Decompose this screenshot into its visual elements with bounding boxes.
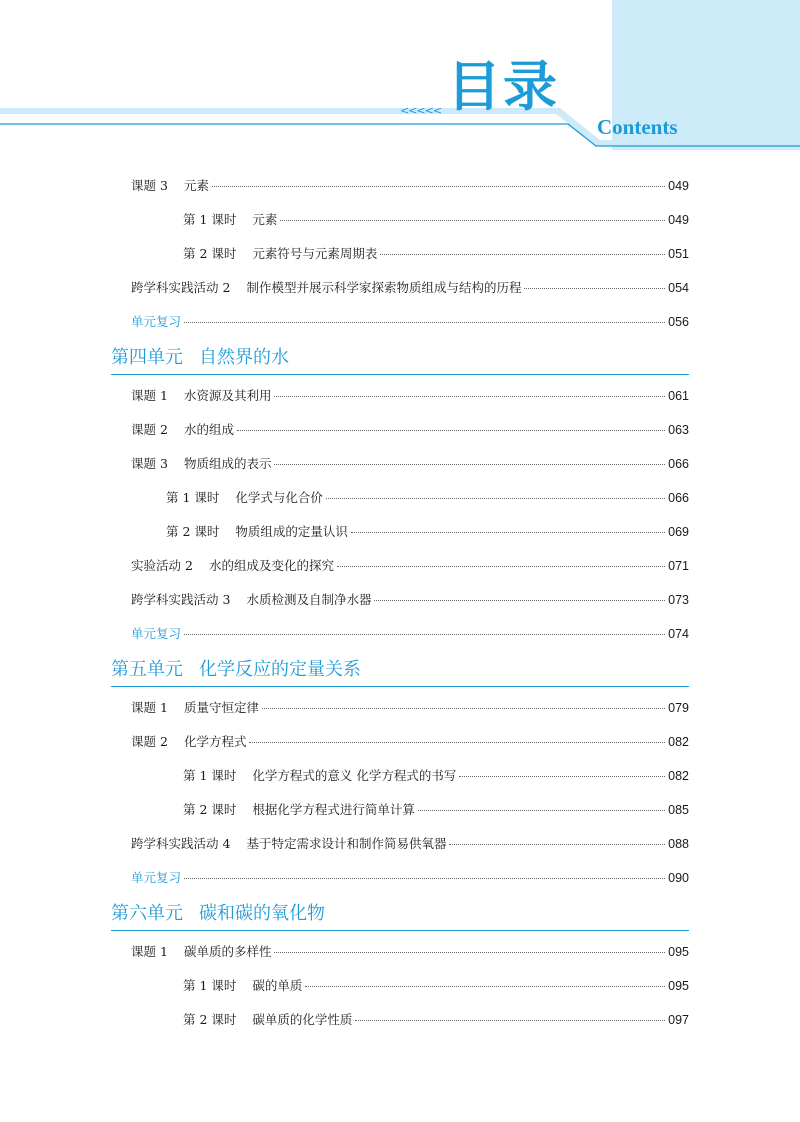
dot-leader [249,742,665,743]
page-number: 079 [668,701,689,715]
page-number: 073 [668,593,689,607]
toc-entry[interactable] [131,835,689,853]
entry-title: 化学方程式 [183,734,247,749]
toc-entry[interactable] [131,557,689,575]
toc-subentry[interactable] [183,245,689,263]
unit-heading[interactable] [111,346,689,370]
toc-unit-review[interactable] [131,313,689,331]
unit-number: 第五单元 [111,659,183,680]
header-background [0,0,800,160]
dot-leader [355,1020,665,1021]
entry-title: 制作模型并展示科学家探索物质组成与结构的历程 [246,280,522,295]
entry-title: 根据化学方程式进行简单计算 [252,802,415,817]
page-number: 097 [668,1013,689,1027]
dot-leader [351,532,665,533]
entry-label: 跨学科实践活动 3 [131,592,231,607]
page-number: 049 [668,179,689,193]
entry-label: 课题 1 [131,388,168,403]
entry-title: 物质组成的表示 [183,456,272,471]
entry-title: 单元复习 [131,626,182,641]
entry-title: 碳单质的化学性质 [252,1012,353,1027]
dot-leader [262,708,665,709]
entry-label: 第 1 课时 [183,768,237,783]
dot-leader [524,288,665,289]
entry-title: 基于特定需求设计和制作简易供氧器 [246,836,447,851]
dot-leader [374,600,665,601]
page-title: 目录 [447,55,559,118]
entry-label: 跨学科实践活动 4 [131,836,231,851]
entry-title: 质量守恒定律 [183,700,259,715]
dot-leader [418,810,665,811]
page-number: 071 [668,559,689,573]
page-number: 088 [668,837,689,851]
page-number: 049 [668,213,689,227]
entry-title: 元素 [252,212,278,227]
dot-leader [184,634,665,635]
entry-label: 第 2 课时 [183,246,237,261]
entry-title: 元素 [183,178,209,193]
page-number: 051 [668,247,689,261]
unit-number: 第六单元 [111,903,183,924]
toc-subentry[interactable] [166,489,689,507]
toc-subentry[interactable] [183,977,689,995]
toc-subentry[interactable] [183,767,689,785]
entry-label: 第 1 课时 [183,212,237,227]
unit-heading[interactable] [111,658,689,682]
page-number: 061 [668,389,689,403]
unit-number: 第四单元 [111,347,183,368]
page-number: 054 [668,281,689,295]
entry-title: 物质组成的定量认识 [235,524,348,539]
entry-title: 元素符号与元素周期表 [252,246,378,261]
page-number: 069 [668,525,689,539]
toc-entry[interactable] [131,421,689,439]
page-number: 082 [668,735,689,749]
entry-label: 实验活动 2 [131,558,193,573]
entry-label: 课题 2 [131,734,168,749]
entry-title: 水的组成 [183,422,234,437]
toc-entry[interactable] [131,591,689,609]
entry-title: 单元复习 [131,870,182,885]
dot-leader [237,430,665,431]
entry-label: 第 1 课时 [166,490,220,505]
dot-leader [184,878,665,879]
toc-entry[interactable] [131,455,689,473]
toc-entry[interactable] [131,387,689,405]
page-number: 082 [668,769,689,783]
unit-divider [111,374,689,375]
toc-subentry[interactable] [183,801,689,819]
toc-subentry[interactable] [183,1011,689,1029]
entry-title: 碳单质的多样性 [183,944,272,959]
dot-leader [280,220,665,221]
toc-unit-review[interactable] [131,869,689,887]
toc-unit-review[interactable] [131,625,689,643]
entry-label: 课题 1 [131,700,168,715]
decorative-chevrons: <<<<< [400,104,442,117]
dot-leader [337,566,665,567]
dot-leader [212,186,665,187]
page-number: 095 [668,979,689,993]
page-number: 095 [668,945,689,959]
entry-label: 课题 3 [131,456,168,471]
page-number: 074 [668,627,689,641]
entry-title: 水资源及其利用 [183,388,272,403]
entry-title: 水质检测及自制净水器 [246,592,372,607]
entry-title: 单元复习 [131,314,182,329]
dot-leader [274,396,665,397]
unit-divider [111,930,689,931]
entry-label: 第 2 课时 [166,524,220,539]
dot-leader [449,844,665,845]
page-number: 056 [668,315,689,329]
entry-title: 化学方程式的意义 化学方程式的书写 [252,768,457,783]
page-number: 066 [668,457,689,471]
toc-subentry[interactable] [183,211,689,229]
entry-label: 跨学科实践活动 2 [131,280,231,295]
unit-title: 碳和碳的氧化物 [199,903,325,924]
page-number: 063 [668,423,689,437]
entry-label: 第 2 课时 [183,1012,237,1027]
dot-leader [274,464,665,465]
entry-label: 课题 1 [131,944,168,959]
entry-label: 课题 3 [131,178,168,193]
toc-entry[interactable] [131,699,689,717]
entry-title: 化学式与化合价 [235,490,323,505]
page-subtitle: Contents [597,115,678,139]
unit-title: 化学反应的定量关系 [199,659,361,680]
toc-entry[interactable] [131,177,689,195]
dot-leader [184,322,665,323]
entry-label: 第 1 课时 [183,978,237,993]
entry-title: 碳的单质 [252,978,303,993]
entry-title: 水的组成及变化的探究 [208,558,334,573]
toc-entry[interactable] [131,943,689,961]
toc-entry[interactable] [131,279,689,297]
page-number: 090 [668,871,689,885]
toc-entry[interactable] [131,733,689,751]
page-number: 066 [668,491,689,505]
dot-leader [459,776,665,777]
dot-leader [274,952,665,953]
entry-label: 第 2 课时 [183,802,237,817]
unit-title: 自然界的水 [199,347,289,368]
dot-leader [326,498,665,499]
entry-label: 课题 2 [131,422,168,437]
unit-divider [111,686,689,687]
dot-leader [380,254,665,255]
dot-leader [305,986,665,987]
toc-subentry[interactable] [166,523,689,541]
unit-heading[interactable] [111,902,689,926]
page-number: 085 [668,803,689,817]
